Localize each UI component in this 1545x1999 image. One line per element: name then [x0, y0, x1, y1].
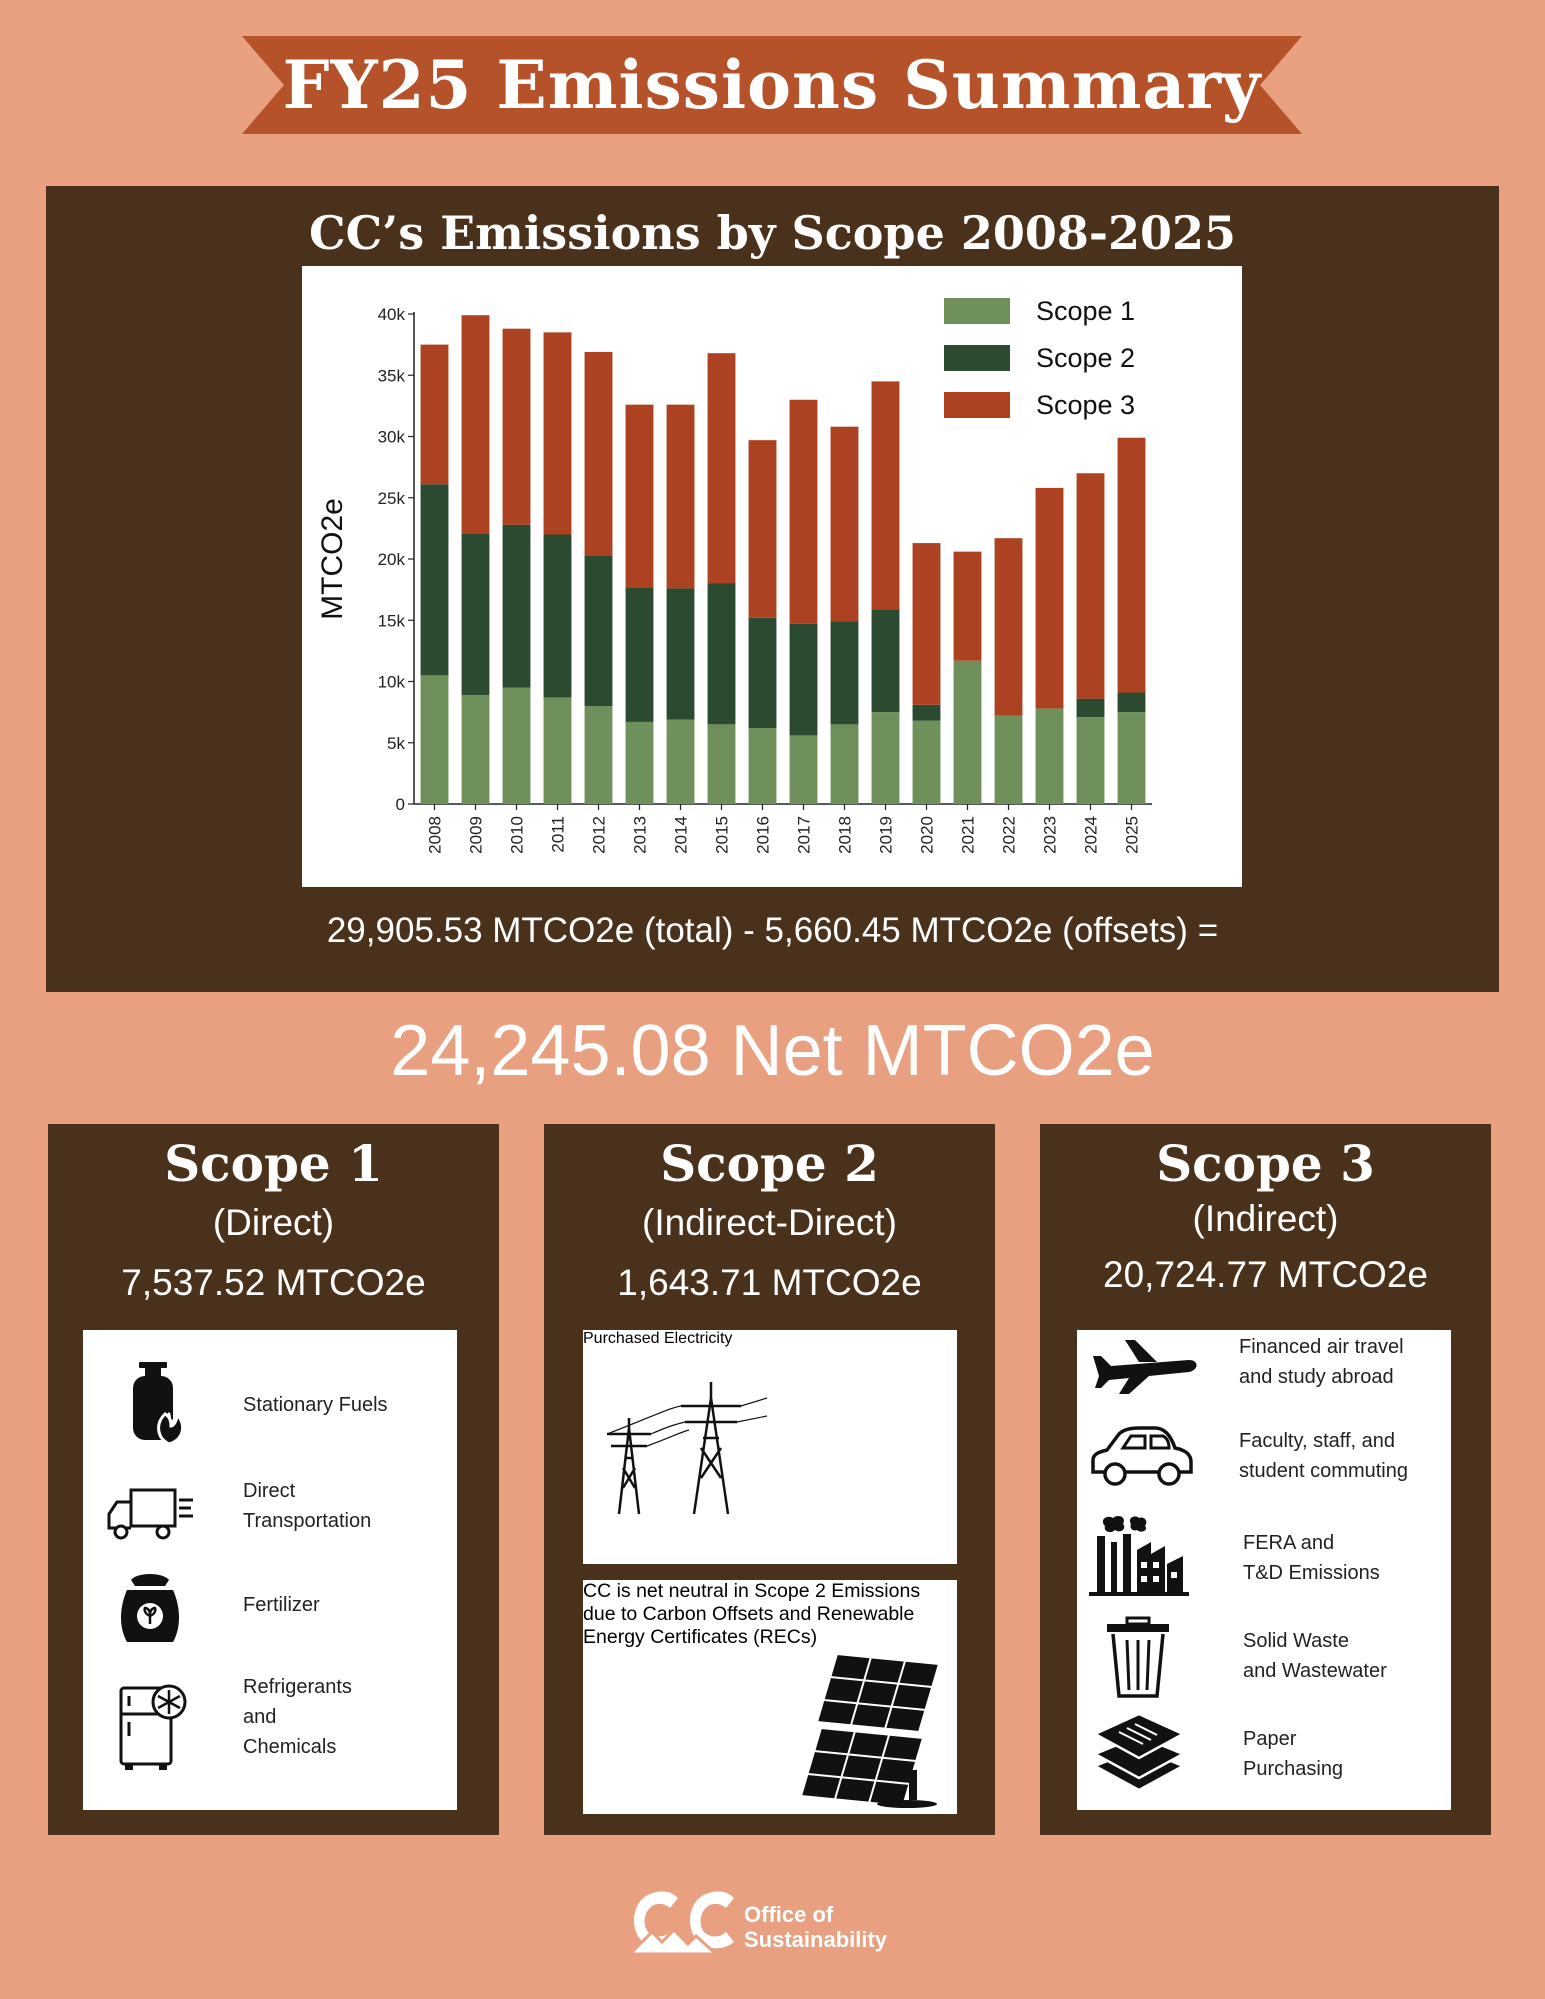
- bar-2008-scope-1: [421, 675, 449, 804]
- bar-2024-scope-2: [1077, 699, 1105, 717]
- bar-2024-scope-1: [1077, 717, 1105, 804]
- delivery-truck-icon: [105, 1486, 195, 1546]
- bar-2023-scope-3: [1036, 488, 1064, 709]
- scope-2-note-card: [583, 1580, 957, 1814]
- bar-2023-scope-1: [1036, 708, 1064, 804]
- scope-1-panel: [48, 1124, 499, 1835]
- x-tick-label: 2011: [548, 816, 568, 853]
- scope-2-item-label: Purchased Electricity: [583, 1330, 733, 1347]
- bar-2010-scope-1: [503, 688, 531, 804]
- bar-2025-scope-2: [1118, 693, 1146, 713]
- bar-2012-scope-1: [585, 706, 613, 804]
- paper-stack-icon: [1091, 1712, 1187, 1794]
- bar-2020-scope-1: [913, 721, 941, 804]
- x-tick-label: 2024: [1081, 816, 1101, 854]
- bar-2016-scope-3: [749, 440, 777, 618]
- bar-2025-scope-1: [1118, 712, 1146, 804]
- bar-2022-scope-3: [995, 538, 1023, 716]
- power-tower-icon: [589, 1368, 769, 1516]
- y-tick-label: 10k: [377, 672, 405, 692]
- y-tick-label: 35k: [377, 366, 405, 386]
- x-tick-label: 2018: [835, 816, 855, 854]
- bar-2014-scope-2: [667, 588, 695, 719]
- bar-2017-scope-2: [790, 624, 818, 735]
- solar-panel-icon: [797, 1650, 947, 1810]
- bar-2016-scope-2: [749, 618, 777, 728]
- chart-card: [302, 266, 1242, 887]
- scope-3-item-label: Faculty, staff, and student commuting: [1239, 1430, 1408, 1482]
- scope-3-item-label: Solid Waste and Wastewater: [1243, 1630, 1387, 1682]
- bar-2019-scope-3: [872, 381, 900, 609]
- scope-1-item-label: Refrigerants and Chemicals: [243, 1676, 352, 1758]
- propane-tank-icon: [125, 1360, 189, 1446]
- bar-2012-scope-2: [585, 555, 613, 706]
- x-tick-label: 2010: [507, 816, 527, 854]
- bar-2021-scope-1: [954, 661, 982, 804]
- y-tick-label: 25k: [377, 488, 405, 508]
- scope-2-electricity-card: [583, 1330, 957, 1564]
- legend-label-scope-3: Scope 3: [1036, 390, 1136, 420]
- bar-2020-scope-2: [913, 705, 941, 721]
- bar-2010-scope-2: [503, 525, 531, 688]
- chart-title: CC’s Emissions by Scope 2008-2025: [308, 206, 1237, 260]
- legend-label-scope-2: Scope 2: [1036, 343, 1136, 373]
- scope-2-note: CC is net neutral in Scope 2 Emissions due to Carbon Offsets and Renewable Energy Certificates (RECs): [583, 1580, 921, 1648]
- bar-2016-scope-1: [749, 728, 777, 804]
- logo-text: Office of Sustainability: [744, 1902, 888, 1952]
- bar-2013-scope-1: [626, 722, 654, 804]
- scope-1-card: [83, 1330, 457, 1810]
- emissions-chart: [302, 266, 1242, 887]
- cc-logo-icon: [626, 1886, 740, 1956]
- scope-1-item-label: Fertilizer: [243, 1594, 320, 1616]
- scope-3-panel: [1040, 1124, 1491, 1835]
- scope-3-card: [1077, 1330, 1451, 1810]
- bar-2011-scope-1: [544, 697, 572, 804]
- legend-swatch-scope-3: [944, 392, 1010, 418]
- bar-2015-scope-2: [708, 584, 736, 725]
- fertilizer-bag-icon: [117, 1568, 183, 1644]
- bar-2018-scope-2: [831, 621, 859, 724]
- bar-2019-scope-2: [872, 609, 900, 712]
- bar-2017-scope-3: [790, 400, 818, 624]
- scope-1-item-label: Stationary Fuels: [243, 1394, 388, 1416]
- bar-2021-scope-3: [954, 552, 982, 661]
- y-tick-label: 5k: [387, 733, 405, 753]
- bar-2011-scope-3: [544, 332, 572, 534]
- x-tick-label: 2008: [425, 816, 445, 854]
- scope-3-title: Scope 3: [1156, 1134, 1375, 1193]
- refrigerator-icon: [117, 1684, 189, 1774]
- title-ribbon: [242, 36, 1302, 134]
- bar-2014-scope-1: [667, 719, 695, 804]
- x-tick-label: 2019: [876, 816, 896, 854]
- bar-2009-scope-3: [462, 315, 490, 533]
- bar-2008-scope-2: [421, 484, 449, 675]
- scope-3-item-label: FERA and T&D Emissions: [1243, 1532, 1380, 1584]
- bar-2010-scope-3: [503, 329, 531, 525]
- bar-2018-scope-3: [831, 427, 859, 622]
- bar-2018-scope-1: [831, 724, 859, 804]
- airplane-icon: [1089, 1334, 1199, 1396]
- scope-3-item-label: Financed air travel and study abroad: [1239, 1336, 1404, 1388]
- legend-swatch-scope-1: [944, 298, 1010, 324]
- x-tick-label: 2015: [712, 816, 732, 854]
- scope-2-value: 1,643.71 MTCO2e: [617, 1262, 922, 1303]
- x-tick-label: 2012: [589, 816, 609, 854]
- scope-3-item-label: Paper Purchasing: [1243, 1728, 1344, 1780]
- x-tick-label: 2017: [794, 816, 814, 854]
- scope-1-item-label: Direct Transportation: [243, 1480, 372, 1532]
- scope-3-value: 20,724.77 MTCO2e: [1103, 1254, 1428, 1295]
- bar-2012-scope-3: [585, 352, 613, 555]
- emissions-equation: 29,905.53 MTCO2e (total) - 5,660.45 MTCO2e (offsets) =: [326, 911, 1219, 950]
- factory-icon: [1087, 1514, 1191, 1598]
- x-tick-label: 2023: [1040, 816, 1060, 854]
- legend-swatch-scope-2: [944, 345, 1010, 371]
- scope-1-type: (Direct): [212, 1202, 335, 1243]
- x-tick-label: 2021: [958, 816, 978, 854]
- bar-2015-scope-3: [708, 353, 736, 583]
- y-tick-label: 40k: [377, 305, 405, 324]
- trash-can-icon: [1103, 1616, 1173, 1698]
- bar-2009-scope-2: [462, 533, 490, 695]
- bar-2017-scope-1: [790, 735, 818, 804]
- scope-2-panel: [544, 1124, 995, 1835]
- bar-2011-scope-2: [544, 535, 572, 698]
- scope-1-title: Scope 1: [164, 1134, 383, 1193]
- x-tick-label: 2020: [917, 816, 937, 854]
- x-tick-label: 2016: [753, 816, 773, 854]
- office-of-sustainability-logo: [626, 1884, 926, 1964]
- scope-2-type: (Indirect-Direct): [642, 1202, 897, 1243]
- y-tick-label: 30k: [377, 427, 405, 447]
- scope-3-type: (Indirect): [1192, 1198, 1339, 1239]
- bar-2024-scope-3: [1077, 473, 1105, 698]
- scope-2-title: Scope 2: [660, 1134, 879, 1193]
- x-tick-label: 2014: [671, 816, 691, 854]
- x-tick-label: 2025: [1122, 816, 1142, 854]
- net-emissions-total: 24,245.08 Net MTCO2e: [390, 1011, 1155, 1091]
- bar-2025-scope-3: [1118, 438, 1146, 693]
- bar-2014-scope-3: [667, 405, 695, 589]
- y-tick-label: 0: [395, 795, 405, 814]
- bar-2009-scope-1: [462, 695, 490, 804]
- legend-label-scope-1: Scope 1: [1036, 296, 1136, 326]
- x-tick-label: 2013: [630, 816, 650, 854]
- car-icon: [1089, 1426, 1195, 1490]
- x-tick-label: 2022: [999, 816, 1019, 854]
- bar-2019-scope-1: [872, 712, 900, 804]
- y-tick-label: 15k: [377, 611, 405, 631]
- bar-2013-scope-3: [626, 405, 654, 588]
- x-tick-label: 2009: [466, 816, 486, 854]
- chart-panel: [46, 186, 1499, 992]
- bar-2022-scope-1: [995, 716, 1023, 804]
- scope-1-value: 7,537.52 MTCO2e: [121, 1262, 426, 1303]
- y-tick-label: 20k: [377, 550, 405, 569]
- bar-2020-scope-3: [913, 543, 941, 705]
- page-title: FY25 Emissions Summary: [282, 46, 1262, 124]
- y-axis-label: MTCO2e: [316, 498, 349, 620]
- bar-2013-scope-2: [626, 587, 654, 722]
- bar-2008-scope-3: [421, 345, 449, 485]
- bar-2015-scope-1: [708, 724, 736, 804]
